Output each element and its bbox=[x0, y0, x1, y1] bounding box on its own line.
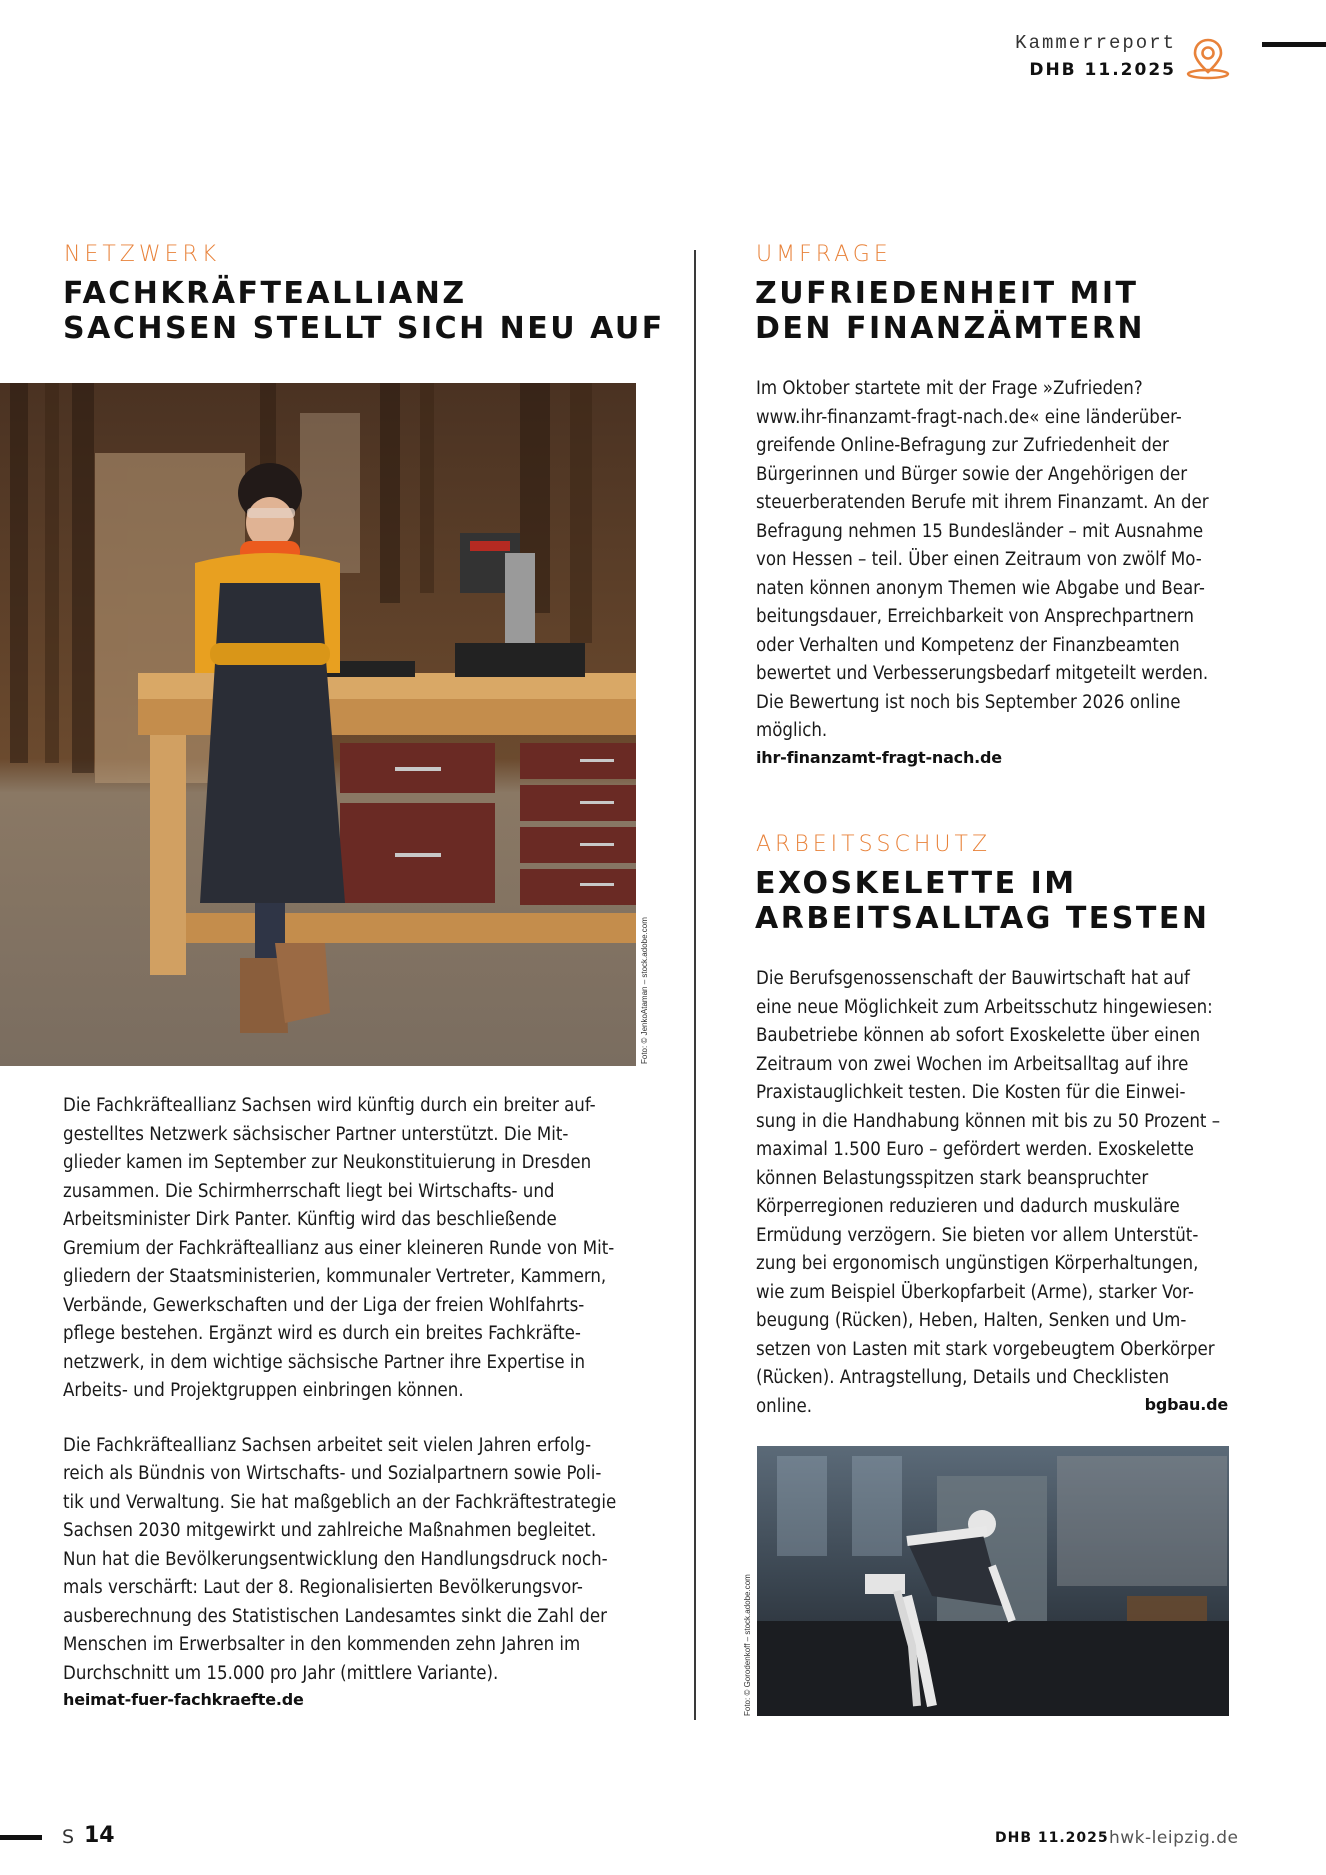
page-prefix: S bbox=[62, 1826, 75, 1848]
article-body-netzwerk bbox=[63, 1092, 643, 1709]
paragraph bbox=[756, 375, 1256, 746]
paragraph-1 bbox=[63, 1092, 643, 1406]
text-line: Die Bewertung ist noch bis September 2026 online bbox=[756, 691, 1181, 713]
text-line: sung in die Handhabung können mit bis zu 50 Prozent – bbox=[756, 1110, 1221, 1132]
column-divider bbox=[694, 250, 696, 1720]
text-line: greifende Online-Befragung zur Zufriedenheit der bbox=[756, 435, 1169, 456]
page-number: 14 bbox=[84, 1823, 115, 1848]
text-line: wie zum Beispiel Überkopfarbeit (Arme), starker Vor- bbox=[756, 1281, 1194, 1303]
headline-zufriedenheit bbox=[755, 276, 1145, 346]
text-line: möglich. bbox=[756, 720, 828, 741]
text-line: maximal 1.500 Euro – gefördert werden. Exoskelette bbox=[756, 1139, 1194, 1160]
paragraph-2 bbox=[63, 1432, 643, 1689]
headline-line: FACHKRÄFTEALLIANZ bbox=[63, 276, 467, 311]
text-line: Durchschnitt um 15.000 pro Jahr (mittlere Variante). bbox=[63, 1662, 499, 1684]
text-line: reich als Bündnis von Wirtschafts- und Sozialpartnern sowie Poli- bbox=[63, 1463, 602, 1484]
text-line: Menschen im Erwerbsalter in den kommenden zehn Jahren im bbox=[63, 1634, 581, 1655]
text-line: Zeitraum von zwei Wochen im Arbeitsalltag auf ihre bbox=[756, 1053, 1189, 1075]
photo-illustration bbox=[757, 1446, 1229, 1716]
text-line: netzwerk, in dem wichtige sächsische Partner ihre Expertise in bbox=[63, 1351, 586, 1373]
text-line: Körperregionen reduzieren und dadurch muskuläre bbox=[756, 1196, 1180, 1217]
text-line: Die Fachkräfteallianz Sachsen arbeitet seit vielen Jahren erfolg- bbox=[63, 1434, 592, 1456]
headline-line: ZUFRIEDENHEIT MIT bbox=[755, 276, 1139, 311]
photo-illustration bbox=[0, 383, 636, 1066]
text-line: Baubetriebe können ab sofort Exoskelette über einen bbox=[756, 1025, 1201, 1046]
headline-exoskelette bbox=[755, 866, 1209, 936]
text-line: Arbeits- und Projektgruppen einbringen können. bbox=[63, 1380, 464, 1401]
publication-section-title: Kammerreport bbox=[1015, 32, 1176, 54]
link-bgbau[interactable]: bgbau.de bbox=[1144, 1395, 1228, 1414]
link-ihr-finanzamt-fragt-nach[interactable]: ihr-finanzamt-fragt-nach.de bbox=[756, 747, 1002, 767]
paragraph bbox=[756, 965, 1231, 1421]
text-line: www.ihr-finanzamt-fragt-nach.de« eine länderüber- bbox=[756, 406, 1182, 428]
text-line: Arbeitsminister Dirk Panter. Künftig wird das beschließende bbox=[63, 1209, 557, 1230]
article-body-arbeitsschutz bbox=[756, 965, 1231, 1421]
text-line: Befragung nehmen 15 Bundesländer – mit Ausnahme bbox=[756, 520, 1204, 542]
text-line: Im Oktober startete mit der Frage »Zufrieden? bbox=[756, 378, 1143, 399]
text-line: Verbände, Gewerkschaften und der Liga der freien Wohlfahrts- bbox=[63, 1294, 585, 1316]
text-line: Die Berufsgenossenschaft der Bauwirtschaft hat auf bbox=[756, 968, 1190, 989]
section-label-arbeitsschutz: ARBEITSSCHUTZ bbox=[756, 832, 992, 857]
headline-line: DEN FINANZÄMTERN bbox=[755, 311, 1146, 346]
text-line: online. bbox=[756, 1395, 813, 1417]
text-line: (Rücken). Antragstellung, Details und Checklisten bbox=[756, 1367, 1170, 1388]
text-line: naten können anonym Themen wie Abgabe und Bear- bbox=[756, 577, 1205, 599]
text-line: können Belastungsspitzen stark beanspruchter bbox=[756, 1167, 1149, 1189]
location-pin-icon bbox=[1185, 36, 1231, 82]
text-line: Die Fachkräfteallianz Sachsen wird künftig durch ein breiter auf- bbox=[63, 1095, 596, 1116]
headline-fachkraefteallianz bbox=[63, 276, 665, 346]
text-line: gestelltes Netzwerk sächsischer Partner unterstützt. Die Mit- bbox=[63, 1123, 569, 1145]
footer-website-link[interactable]: hwk-leipzig.de bbox=[1109, 1828, 1239, 1848]
text-line: zung bei ergonomisch ungünstigen Körperhaltungen, bbox=[756, 1253, 1199, 1274]
workshop-photo bbox=[0, 383, 636, 1066]
text-line: Praxistauglichkeit testen. Die Kosten für die Einwei- bbox=[756, 1082, 1186, 1103]
text-line: von Hessen – teil. Über einen Zeitraum von zwölf Mo- bbox=[756, 549, 1202, 570]
exoskeleton-photo bbox=[757, 1446, 1229, 1716]
text-line: beugung (Rücken), Heben, Halten, Senken und Um- bbox=[756, 1310, 1187, 1331]
text-line: pflege bestehen. Ergänzt wird es durch ein breites Fachkräfte- bbox=[63, 1323, 581, 1344]
text-line: bewertet und Verbesserungsbedarf mitgeteilt werden. bbox=[756, 663, 1209, 684]
text-line: Bürgerinnen und Bürger sowie der Angehörigen der bbox=[756, 463, 1188, 485]
text-line: Ermüdung verzögern. Sie bieten vor allem Unterstüt- bbox=[756, 1224, 1199, 1246]
text-line: beitungsdauer, Erreichbarkeit von Ansprechpartnern bbox=[756, 606, 1194, 627]
link-heimat-fuer-fachkraefte[interactable]: heimat-fuer-fachkraefte.de bbox=[63, 1690, 304, 1709]
text-line: setzen von Lasten mit stark vorgebeugtem Oberkörper bbox=[756, 1338, 1215, 1360]
text-line: Gremium der Fachkräfteallianz aus einer kleineren Runde von Mit- bbox=[63, 1237, 615, 1259]
text-line: mals verschärft: Laut der 8. Regionalisierten Bevölkerungsvor- bbox=[63, 1577, 583, 1598]
text-line: Nun hat die Bevölkerungsentwicklung den Handlungsdruck noch- bbox=[63, 1548, 608, 1570]
section-label-netzwerk: NETZWERK bbox=[64, 242, 221, 267]
text-line: steuerberatenden Berufe mit ihrem Finanzamt. An der bbox=[756, 492, 1209, 513]
issue-label: DHB 11.2025 bbox=[1029, 60, 1176, 80]
text-line: eine neue Möglichkeit zum Arbeitsschutz hingewiesen: bbox=[756, 996, 1213, 1018]
headline-line: SACHSEN STELLT SICH NEU AUF bbox=[63, 311, 665, 346]
footer-rule bbox=[0, 1835, 42, 1840]
text-line: oder Verhalten und Kompetenz der Finanzbeamten bbox=[756, 634, 1180, 656]
text-line: glieder kamen im September zur Neukonstituierung in Dresden bbox=[63, 1152, 592, 1173]
text-line: ausberechnung des Statistischen Landesamtes sinkt die Zahl der bbox=[63, 1605, 607, 1627]
header-rule bbox=[1262, 42, 1326, 47]
footer-issue: DHB 11.2025 bbox=[995, 1830, 1109, 1846]
section-label-umfrage: UMFRAGE bbox=[756, 242, 892, 267]
text-line: tik und Verwaltung. Sie hat maßgeblich an der Fachkräftestrategie bbox=[63, 1491, 617, 1513]
article-body-umfrage bbox=[756, 375, 1256, 767]
photo-credit-exoskeleton: Foto: © Gorodenkoff – stock.adobe.com bbox=[743, 1574, 752, 1716]
headline-line: ARBEITSALLTAG TESTEN bbox=[755, 901, 1210, 936]
headline-line: EXOSKELETTE IM bbox=[755, 866, 1077, 901]
text-line: gliedern der Staatsministerien, kommunaler Vertreter, Kammern, bbox=[63, 1266, 607, 1287]
text-line: zusammen. Die Schirmherrschaft liegt bei Wirtschafts- und bbox=[63, 1180, 555, 1202]
text-line: Sachsen 2030 mitgewirkt und zahlreiche Maßnahmen begleitet. bbox=[63, 1520, 597, 1541]
photo-credit-workshop: Foto: © JenkoAtaman – stock.adobe.com bbox=[640, 917, 649, 1064]
